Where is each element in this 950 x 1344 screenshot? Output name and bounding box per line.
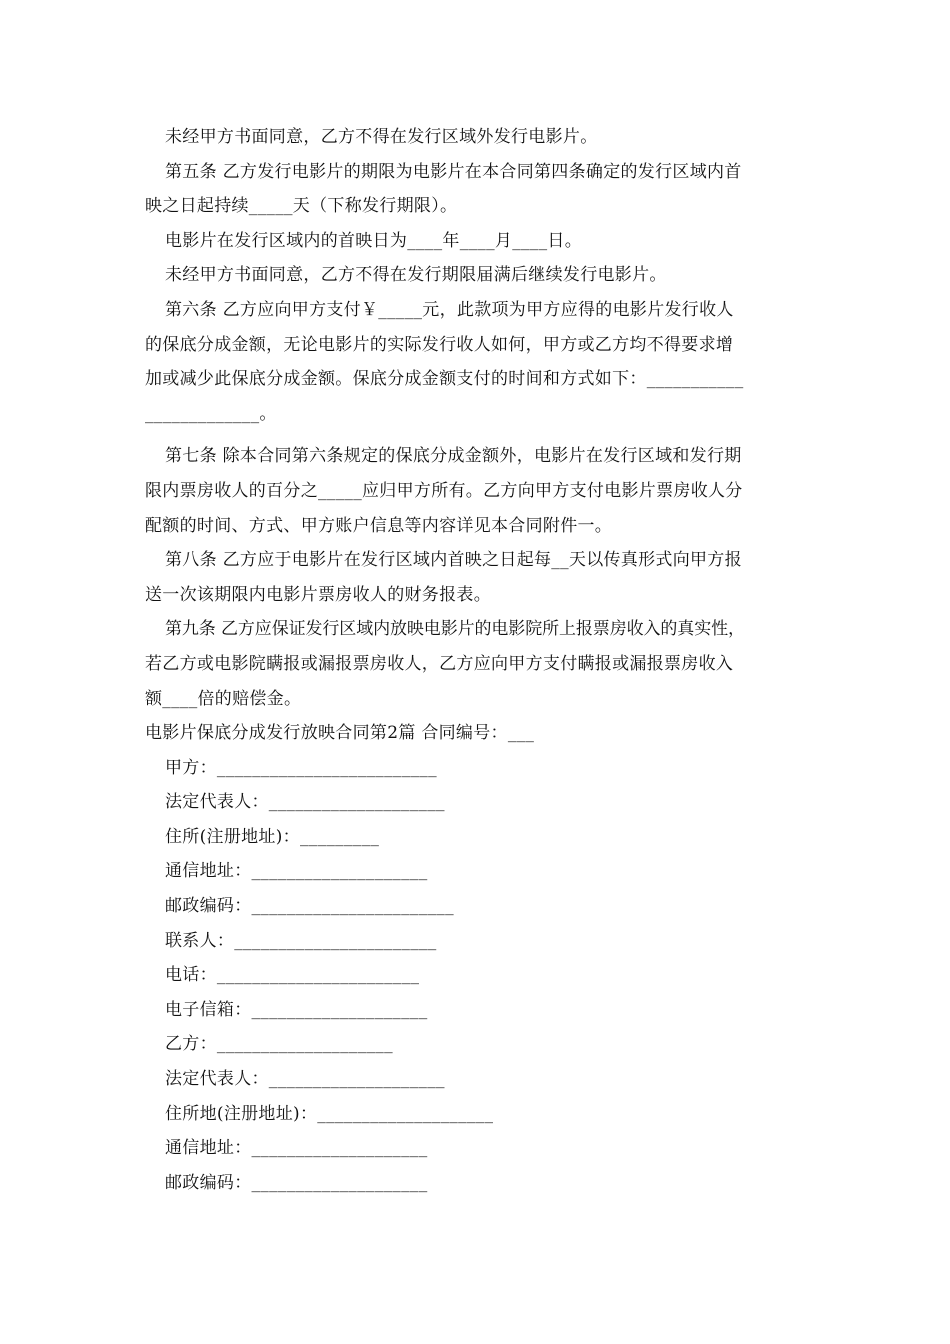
text-line-18: 电影片保底分成发行放映合同第2篇 合同编号：___ [145,723,535,744]
text-line-17: 额____倍的赔偿金。 [145,688,302,709]
text-line-16: 若乙方或电影院瞒报或漏报票房收人，乙方应向甲方支付瞒报或漏报票房收入 [145,653,734,674]
text-line-31: 邮政编码：____________________ [165,1172,428,1193]
text-line-1: 未经甲方书面同意，乙方不得在发行区域外发行电影片。 [165,127,598,147]
text-line-11: 限内票房收人的百分之_____应归甲方所有。乙方向甲方支付电影片票房收人分 [145,480,743,501]
text-line-12: 配额的时间、方式、甲方账户信息等内容详见本合同附件一。 [145,515,613,536]
text-line-24: 联系人：_______________________ [165,930,437,951]
text-line-15: 第九条 乙方应保证发行区域内放映电影片的电影院所上报票房收入的真实性， [165,619,745,640]
text-line-4: 电影片在发行区域内的首映日为____年____月____日。 [165,230,582,251]
text-line-5: 未经甲方书面同意，乙方不得在发行期限届满后继续发行电影片。 [165,265,667,286]
document-body [145,120,815,1200]
text-line-27: 乙方：____________________ [165,1034,393,1055]
text-line-19: 甲方：_________________________ [165,757,437,778]
text-line-7: 的保底分成金额，无论电影片的实际发行收人如何，甲方或乙方均不得要求增 [145,334,734,355]
text-line-9: _____________。 [145,403,277,424]
text-line-3: 映之日起持续_____天（下称发行期限）。 [145,196,458,217]
text-line-2: 第五条 乙方发行电影片的期限为电影片在本合同第四条确定的发行区域内首 [165,161,742,182]
text-line-28: 法定代表人：____________________ [165,1069,445,1090]
text-line-10: 第七条 除本合同第六条规定的保底分成金额外，电影片在发行区域和发行期 [165,446,742,467]
text-line-13: 第八条 乙方应于电影片在发行区域内首映之日起每__天以传真形式向甲方报 [165,550,742,571]
text-line-21: 住所(注册地址)：_________ [165,826,380,847]
text-line-23: 邮政编码：_______________________ [165,896,454,917]
text-line-6: 第六条 乙方应向甲方支付￥_____元，此款项为甲方应得的电影片发行收人 [165,299,734,320]
text-line-30: 通信地址：____________________ [165,1138,428,1159]
text-line-8: 加或减少此保底分成金额。保底分成金额支付的时间和方式如下：___________ [145,369,744,390]
text-line-14: 送一次该期限内电影片票房收人的财务报表。 [145,584,491,605]
text-line-22: 通信地址：____________________ [165,861,428,882]
text-line-26: 电子信箱：____________________ [165,999,428,1020]
text-line-25: 电话：_______________________ [165,965,420,986]
text-line-29: 住所地(注册地址)：____________________ [165,1103,494,1124]
text-line-20: 法定代表人：____________________ [165,792,445,813]
paragraph-gap [145,431,815,439]
